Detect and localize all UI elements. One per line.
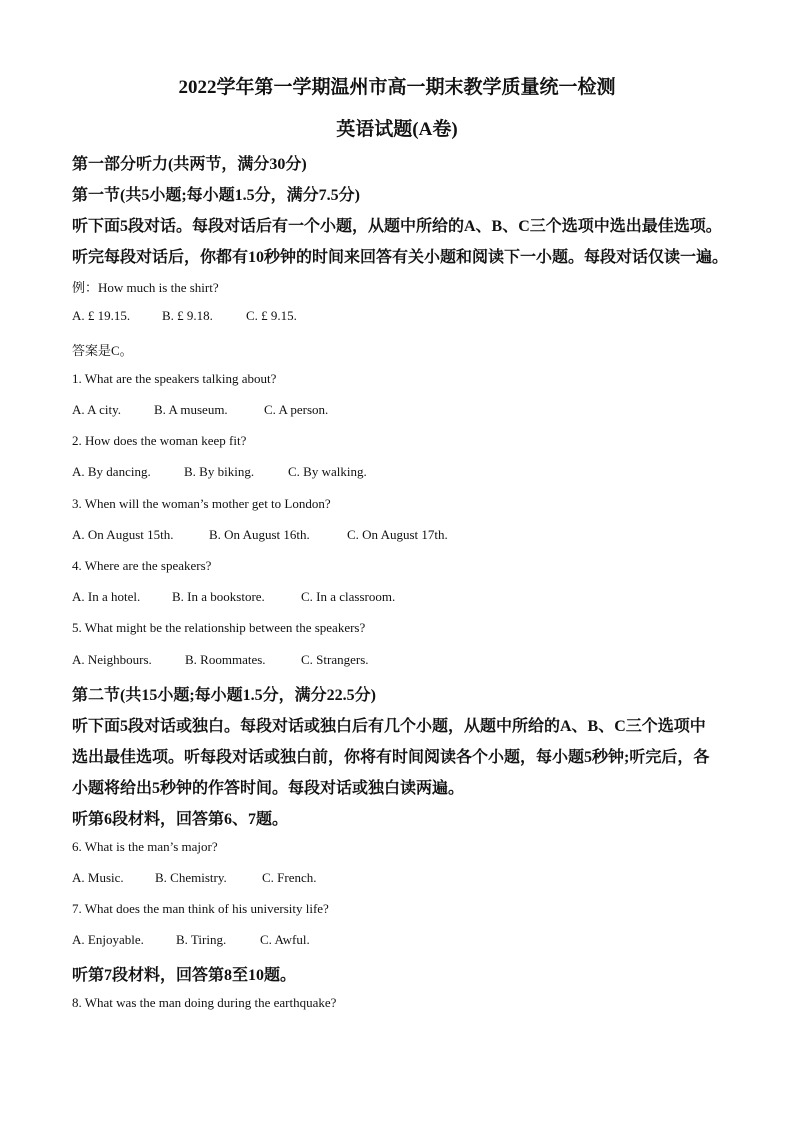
- option: A. Music.: [72, 870, 124, 885]
- question-1: 1. What are the speakers talking about?: [72, 371, 277, 386]
- question-4-options: [72, 589, 395, 605]
- example-answer: 答案是C。: [72, 343, 133, 358]
- option: C. A person.: [264, 402, 329, 417]
- option: B. A museum.: [154, 402, 228, 417]
- question-8: 8. What was the man doing during the earthquake?: [72, 995, 337, 1010]
- option: C. French.: [262, 870, 317, 885]
- question-2-options: [72, 464, 367, 480]
- section2-instruction-3: 小题将给出5秒钟的作答时间。每段对话或独白读两遍。: [72, 780, 465, 797]
- exam-title: 2022学年第一学期温州市高一期末教学质量统一检测: [178, 77, 616, 98]
- question-1-options: [72, 402, 328, 418]
- option: C. Strangers.: [301, 652, 369, 667]
- question-5-options: [72, 652, 369, 668]
- section1-instruction-1: 听下面5段对话。每段对话后有一个小题，从题中所给的A、B、C三个选项中选出最佳选项。: [72, 218, 722, 235]
- material-7-heading: 听第7段材料，回答第8至10题。: [72, 967, 297, 984]
- section1-instruction-2: 听完每段对话后，你都有10秒钟的时间来回答有关小题和阅读下一小题。每段对话仅读一遍。: [72, 249, 729, 266]
- option: A. On August 15th.: [72, 527, 174, 542]
- option: A. £ 19.15.: [72, 308, 131, 323]
- example-options: [72, 308, 297, 324]
- option: B. In a bookstore.: [172, 589, 265, 604]
- option: B. By biking.: [184, 464, 255, 479]
- option: B. Roommates.: [185, 652, 266, 667]
- material-6-heading: 听第6段材料，回答第6、7题。: [72, 811, 289, 828]
- question-6: 6. What is the man’s major?: [72, 839, 218, 854]
- question-7-options: [72, 932, 310, 948]
- section2-heading: 第二节(共15小题;每小题1.5分，满分22.5分): [72, 687, 376, 704]
- option: C. In a classroom.: [301, 589, 396, 604]
- option: C. Awful.: [260, 932, 310, 947]
- option: A. Enjoyable.: [72, 932, 144, 947]
- option: A. By dancing.: [72, 464, 151, 479]
- question-4: 4. Where are the speakers?: [72, 558, 212, 573]
- option: B. Tiring.: [176, 932, 227, 947]
- question-3-options: [72, 527, 448, 543]
- example-question: 例：How much is the shirt?: [72, 280, 219, 295]
- option: C. By walking.: [288, 464, 367, 479]
- option: A. Neighbours.: [72, 652, 152, 667]
- option: B. Chemistry.: [155, 870, 227, 885]
- question-6-options: [72, 870, 317, 886]
- option: C. £ 9.15.: [246, 308, 297, 323]
- section1-heading: 第一节(共5小题;每小题1.5分，满分7.5分): [72, 187, 360, 204]
- question-7: 7. What does the man think of his university life?: [72, 901, 329, 916]
- section2-instruction-1: 听下面5段对话或独白。每段对话或独白后有几个小题，从题中所给的A、B、C三个选项中: [72, 718, 706, 735]
- question-2: 2. How does the woman keep fit?: [72, 433, 247, 448]
- option: A. A city.: [72, 402, 121, 417]
- exam-subtitle: 英语试题(A卷): [336, 119, 458, 140]
- option: B. On August 16th.: [209, 527, 310, 542]
- option: C. On August 17th.: [347, 527, 448, 542]
- question-5: 5. What might be the relationship between the speakers?: [72, 620, 366, 635]
- option: B. £ 9.18.: [162, 308, 213, 323]
- option: A. In a hotel.: [72, 589, 141, 604]
- part1-heading: 第一部分听力(共两节，满分30分): [72, 156, 307, 173]
- question-3: 3. When will the woman’s mother get to London?: [72, 496, 331, 511]
- section2-instruction-2: 选出最佳选项。听每段对话或独白前，你将有时间阅读各个小题，每小题5秒钟;听完后，各: [72, 749, 710, 766]
